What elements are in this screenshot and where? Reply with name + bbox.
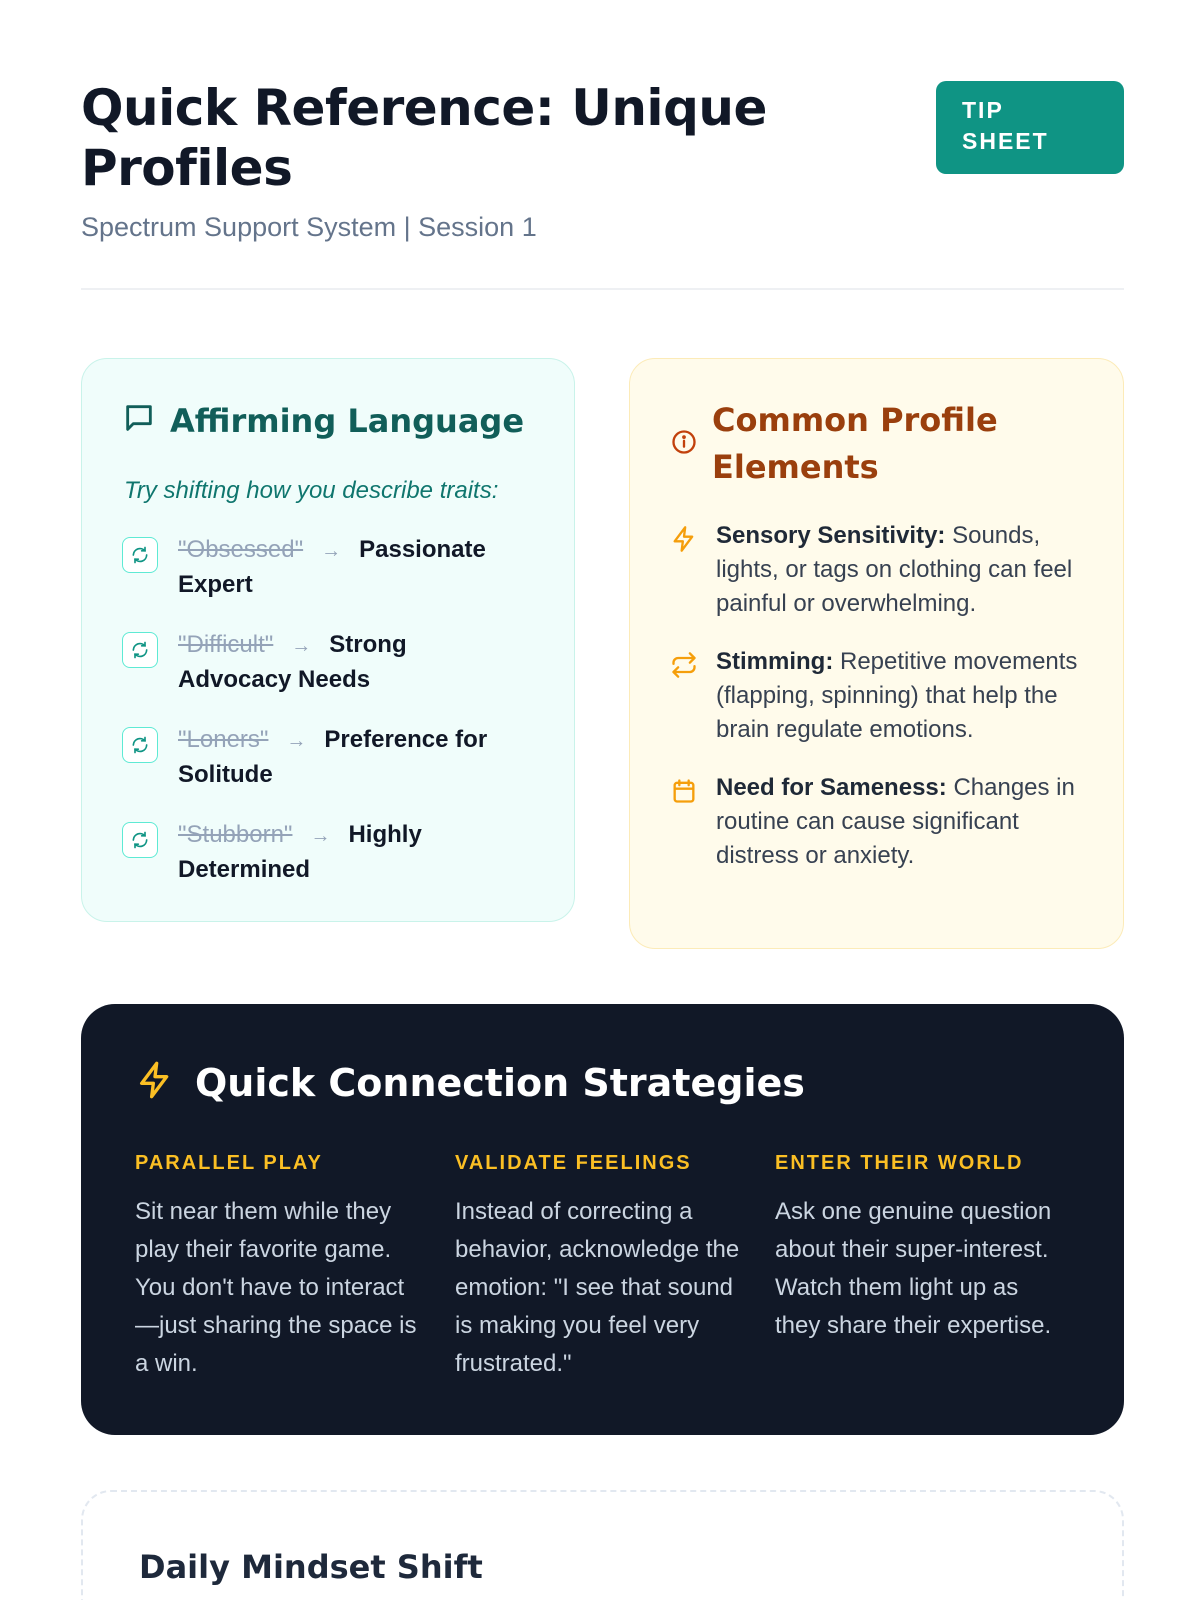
strategy-label: VALIDATE FEELINGS	[455, 1152, 692, 1174]
page-header	[81, 78, 1124, 243]
refresh-icon	[122, 537, 158, 573]
repeat-icon	[670, 651, 698, 684]
old-term: "Difficult"	[178, 631, 274, 658]
calendar-icon	[670, 777, 698, 810]
affirming-language-card	[81, 358, 575, 922]
connection-strategies-panel	[81, 1004, 1124, 1435]
profile-elements-list	[670, 519, 1090, 897]
new-term: Highly Determined	[178, 821, 422, 883]
profile-elements-title: Common Profile Elements	[712, 401, 998, 486]
header-divider	[81, 288, 1124, 290]
daily-mindset-title: Daily Mindset Shift	[139, 1548, 483, 1586]
new-term: Strong Advocacy Needs	[178, 631, 407, 693]
list-item	[670, 519, 1090, 621]
new-term: Preference for Solitude	[178, 726, 488, 788]
old-term: "Loners"	[178, 726, 269, 753]
strategy-text: Sit near them while they play their favorite game. You don't have to interact—just sharing the space is a win.	[135, 1198, 417, 1377]
list-item	[670, 645, 1090, 747]
profile-elements-header	[670, 397, 1042, 491]
affirming-intro: Try shifting how you describe traits:	[124, 477, 499, 504]
affirming-language-title: Affirming Language	[170, 401, 525, 440]
lightning-icon	[135, 1060, 175, 1105]
affirming-language-header	[122, 401, 524, 440]
list-item	[670, 771, 1090, 873]
new-term: Passionate Expert	[178, 536, 486, 598]
element-term: Need for Sameness:	[716, 774, 947, 801]
profile-elements-card	[629, 358, 1124, 949]
daily-mindset-card	[81, 1490, 1124, 1600]
info-icon	[670, 428, 698, 461]
strategy-label: ENTER THEIR WORLD	[775, 1152, 1024, 1174]
strategy-label: PARALLEL PLAY	[135, 1152, 323, 1174]
refresh-icon	[122, 727, 158, 763]
element-term: Stimming:	[716, 648, 834, 675]
list-item	[122, 628, 542, 697]
element-description: Repetitive movements (flapping, spinning) that help the brain regulate emotions.	[716, 648, 1078, 743]
chat-bubble-icon	[122, 401, 156, 440]
strategy-enter-their-world	[775, 1152, 1095, 1383]
list-item	[122, 533, 542, 602]
arrow-icon: →	[310, 825, 331, 847]
arrow-icon: →	[321, 540, 342, 562]
strategy-text: Ask one genuine question about their super-interest. Watch them light up as they share their expertise.	[775, 1198, 1052, 1339]
element-term: Sensory Sensitivity:	[716, 522, 946, 549]
strategy-text: Instead of correcting a behavior, acknowledge the emotion: "I see that sound is making you feel very frustrated."	[455, 1198, 740, 1377]
element-description: Sounds, lights, or tags on clothing can feel painful or overwhelming.	[716, 522, 1073, 617]
arrow-icon: →	[286, 730, 307, 752]
connection-strategies-title: Quick Connection Strategies	[195, 1060, 805, 1105]
page-subtitle: Spectrum Support System | Session 1	[81, 212, 537, 242]
old-term: "Obsessed"	[178, 536, 304, 563]
element-description: Changes in routine can cause significant distress or anxiety.	[716, 774, 1075, 869]
refresh-icon	[122, 632, 158, 668]
language-swap-list	[122, 533, 542, 913]
list-item	[122, 723, 542, 792]
arrow-icon: →	[291, 635, 312, 657]
strategies-row	[135, 1152, 1095, 1383]
old-term: "Stubborn"	[178, 821, 293, 848]
refresh-icon	[122, 822, 158, 858]
strategy-validate-feelings	[455, 1152, 775, 1383]
connection-strategies-header	[135, 1060, 805, 1105]
list-item	[122, 818, 542, 887]
lightning-icon	[670, 525, 698, 558]
page-title: Quick Reference: Unique Profiles	[81, 79, 767, 197]
strategy-parallel-play	[135, 1152, 455, 1383]
tip-sheet-badge: TIP SHEET	[936, 81, 1124, 174]
